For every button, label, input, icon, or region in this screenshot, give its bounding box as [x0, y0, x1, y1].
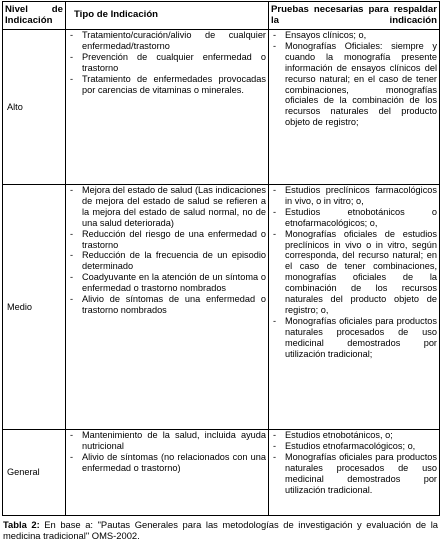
evidence-list [271, 185, 437, 360]
document-content [2, 1, 439, 550]
header-type: Tipo de Indicación [66, 2, 269, 30]
level-cell: Medio [3, 185, 66, 430]
list-item: - Reducción de la frecuencia de un episodio determinado [68, 250, 266, 272]
list-item: - Monografías oficiales de estudios preclínicos in vivo o in vitro, según corresponda, del recurso natural; en el caso de tener combinaciones, monografías oficiales de la combinación de los recursos naturales del producto objeto de registro; o, [271, 229, 437, 316]
list-item: - Tratamiento de enfermedades provocadas por carencias de vitaminas o minerales. [68, 74, 266, 96]
list-item: - Monografías Oficiales: siempre y cuando la monografía presente información de ensayos clínicos del recurso natural; en el caso de tener combinaciones, monografías oficiales de la combinación de los recursos naturales del producto objeto de registro; [271, 41, 437, 128]
evidence-cell [269, 185, 440, 430]
type-list [68, 430, 266, 474]
type-list [68, 185, 266, 316]
caption-text: En base a: "Pautas Generales para las metodologías de investigación y evaluación de la medicina tradicional" OMS-2002. [3, 519, 438, 541]
table-caption [2, 519, 439, 541]
evidence-list [271, 430, 437, 495]
list-item: - Monografías oficiales para productos naturales procesados de uso medicinal demostrados por utilización tradicional; [271, 316, 437, 360]
list-item: - Prevención de cualquier enfermedad o trastorno [68, 52, 266, 74]
evidence-cell [269, 430, 440, 516]
list-item: - Reducción del riesgo de una enfermedad o trastorno [68, 229, 266, 251]
type-cell [66, 430, 269, 516]
table-row [3, 30, 440, 185]
list-item: - Estudios preclínicos farmacológicos in vivo, o in vitro; o, [271, 185, 437, 207]
list-item: - Estudios etnofarmacológicos; o, [271, 441, 437, 452]
table-header-row [3, 2, 440, 30]
evidence-list [271, 30, 437, 128]
list-item: - Ensayos clínicos; o, [271, 30, 437, 41]
header-evidence: Pruebas necesarias para respaldar la indicación [269, 2, 440, 30]
list-item: - Mantenimiento de la salud, incluida ayuda nutricional [68, 430, 266, 452]
caption-label: Tabla 2: [3, 519, 40, 530]
level-cell: Alto [3, 30, 66, 185]
list-item: - Monografías oficiales para productos naturales procesados de uso medicinal demostrados por utilización tradicional. [271, 452, 437, 496]
table-row [3, 430, 440, 516]
indication-table [2, 1, 440, 516]
list-item: - Coadyuvante en la atención de un síntoma o enfermedad o trastorno nombrados [68, 272, 266, 294]
type-cell [66, 30, 269, 185]
header-level: Nivel de Indicación [3, 2, 66, 30]
list-item: - Alivio de síntomas (no relacionados con una enfermedad o trastorno) [68, 452, 266, 474]
type-list [68, 30, 266, 95]
list-item: - Tratamiento/curación/alivio de cualquier enfermedad/trastorno [68, 30, 266, 52]
list-item: - Estudios etnobotánicos o etnofarmacológicos; o, [271, 207, 437, 229]
evidence-cell [269, 30, 440, 185]
type-cell [66, 185, 269, 430]
list-item: - Estudios etnobotánicos, o; [271, 430, 437, 441]
level-cell: General [3, 430, 66, 516]
list-item: - Mejora del estado de salud (Las indicaciones de mejora del estado de salud se refieren a la mejora del estado de salud normal, no de una salud deteriorada) [68, 185, 266, 229]
list-item: - Alivio de síntomas de una enfermedad o trastorno nombrados [68, 294, 266, 316]
table-row [3, 185, 440, 430]
table-body [3, 30, 440, 516]
